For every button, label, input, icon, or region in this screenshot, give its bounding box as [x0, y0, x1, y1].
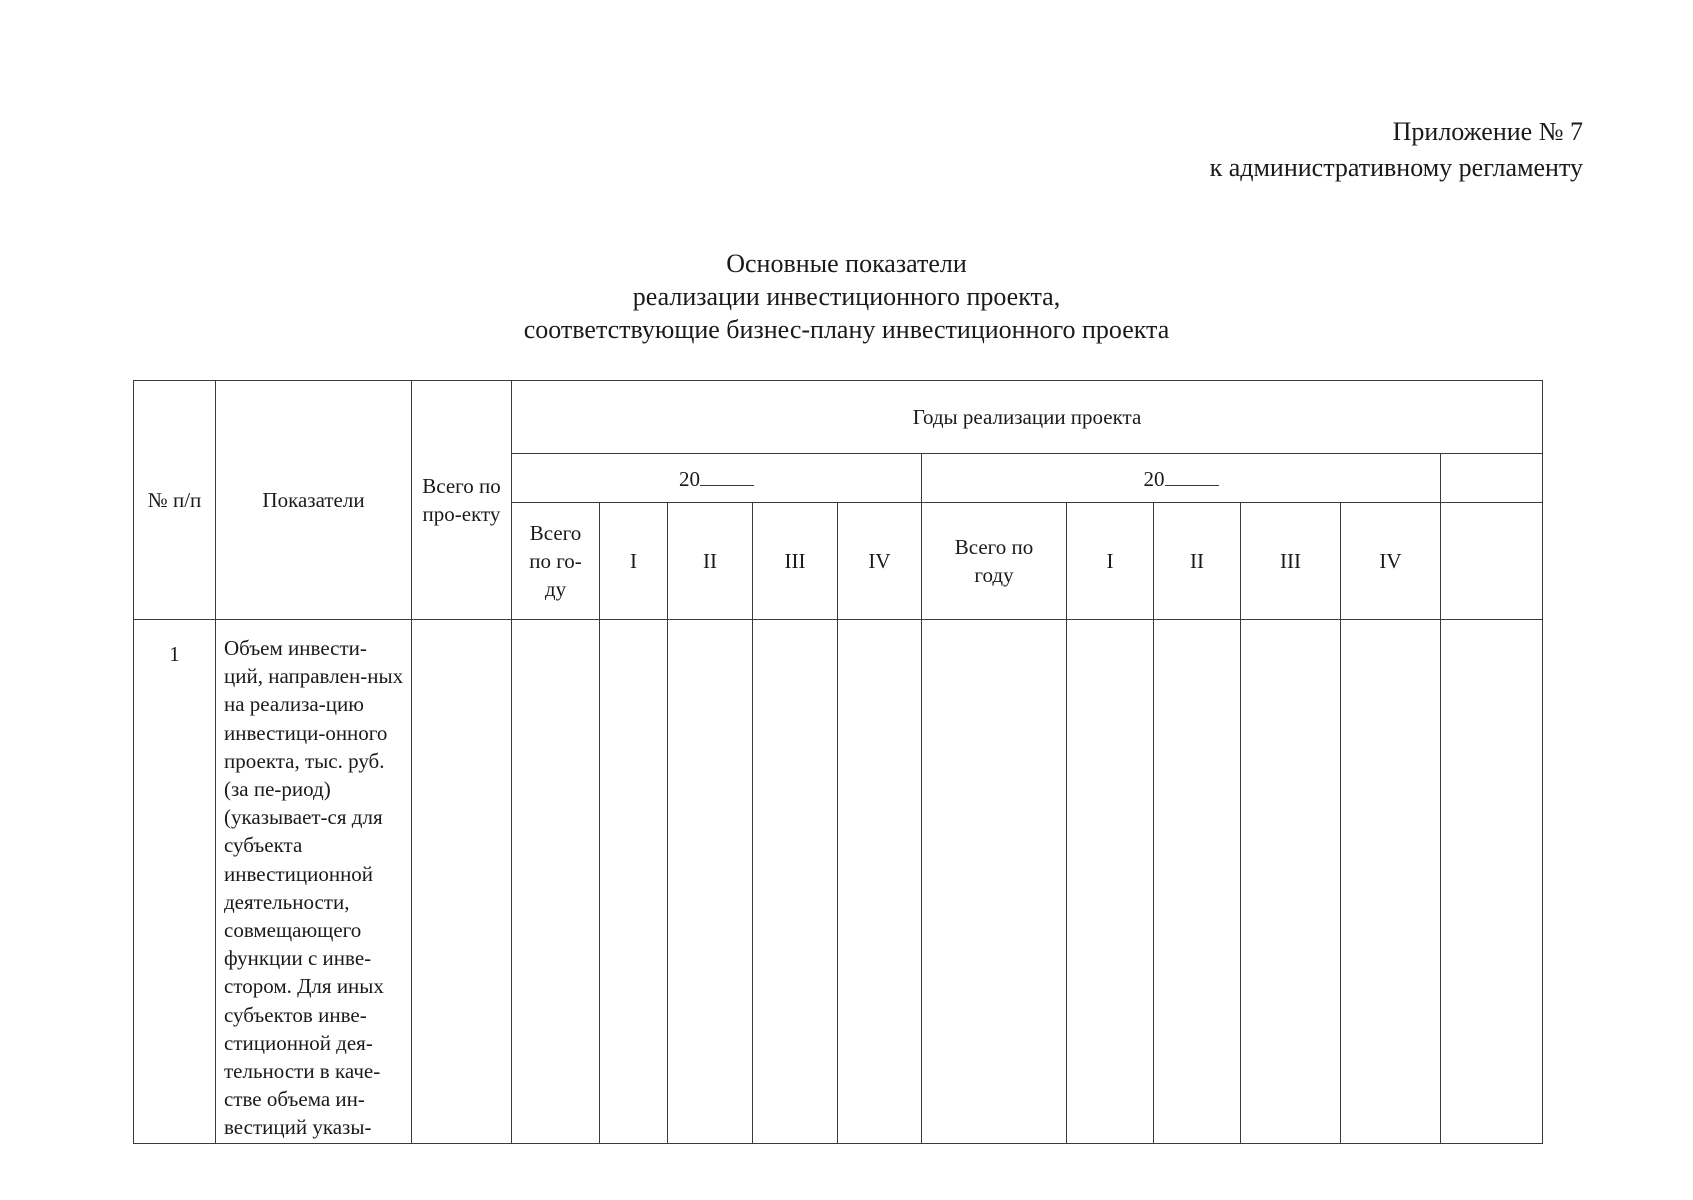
- cell-year2-q2: [1154, 620, 1241, 1144]
- header-total-project: [412, 381, 512, 620]
- header-years-group: Годы реализации проекта: [512, 381, 1543, 454]
- table-row: [134, 620, 1543, 1144]
- header-year2-q4: IV: [1341, 503, 1441, 620]
- header-year1-total: [512, 503, 600, 620]
- cell-year1-q1: [600, 620, 668, 1144]
- cell-year2-q1: [1067, 620, 1154, 1144]
- cell-year1-q2: [668, 620, 753, 1144]
- title-line-2: реализации инвестиционного проекта,: [632, 282, 1061, 311]
- header-year1-q2: II: [668, 503, 753, 620]
- header-year-1: [512, 454, 922, 503]
- header-year2-q3: III: [1241, 503, 1341, 620]
- cell-year1-total: [512, 620, 600, 1144]
- header-year1-q4: IV: [838, 503, 922, 620]
- cell-year2-q3: [1241, 620, 1341, 1144]
- year-2-blank: [1165, 463, 1219, 486]
- header-year2-q1: I: [1067, 503, 1154, 620]
- header-year1-q1: I: [600, 503, 668, 620]
- row-indicator: Объем инвести-ций, направлен-ных на реализа-цию инвестици-онного проекта, тыс. руб. (за пе-риод) (указывает-ся для субъекта инвестиционной деятельности, совмещающего функции с инве-стором. Для иных субъектов инве-стиционной дея-тельности в каче-стве объема ин-вестиций указы-: [216, 620, 412, 1144]
- cell-extra: [1441, 620, 1543, 1144]
- header-extra-empty-2: [1441, 503, 1543, 620]
- document-title: [0, 247, 1693, 346]
- year-2-prefix: 20: [1143, 467, 1165, 491]
- header-year2-total-text: Всего по году: [954, 535, 1034, 587]
- header-year-2: [922, 454, 1441, 503]
- header-total-project-text: Всего по про-екту: [422, 474, 501, 526]
- cell-total-project: [412, 620, 512, 1144]
- cell-year2-q4: [1341, 620, 1441, 1144]
- header-year2-total: [922, 503, 1067, 620]
- appendix-reference: к административному регламенту: [1209, 153, 1583, 182]
- header-number: № п/п: [134, 381, 216, 620]
- header-row-1: [134, 381, 1543, 454]
- appendix-header: [1210, 114, 1583, 186]
- row-number: 1: [134, 620, 216, 1144]
- cell-year1-q3: [753, 620, 838, 1144]
- header-year1-q3: III: [753, 503, 838, 620]
- indicators-table: [133, 380, 1543, 1144]
- header-extra-empty: [1441, 454, 1543, 503]
- header-indicators: Показатели: [216, 381, 412, 620]
- indicators-table-wrapper: [133, 380, 1543, 1144]
- year-1-blank: [700, 463, 754, 486]
- year-1-prefix: 20: [679, 467, 700, 491]
- title-line-3: соответствующие бизнес-плану инвестиционного проекта: [523, 315, 1170, 344]
- appendix-number: Приложение № 7: [1392, 117, 1583, 146]
- cell-year1-q4: [838, 620, 922, 1144]
- header-year1-total-text: Всего по го-ду: [529, 521, 582, 601]
- title-line-1: Основные показатели: [726, 249, 967, 278]
- cell-year2-total: [922, 620, 1067, 1144]
- header-year2-q2: II: [1154, 503, 1241, 620]
